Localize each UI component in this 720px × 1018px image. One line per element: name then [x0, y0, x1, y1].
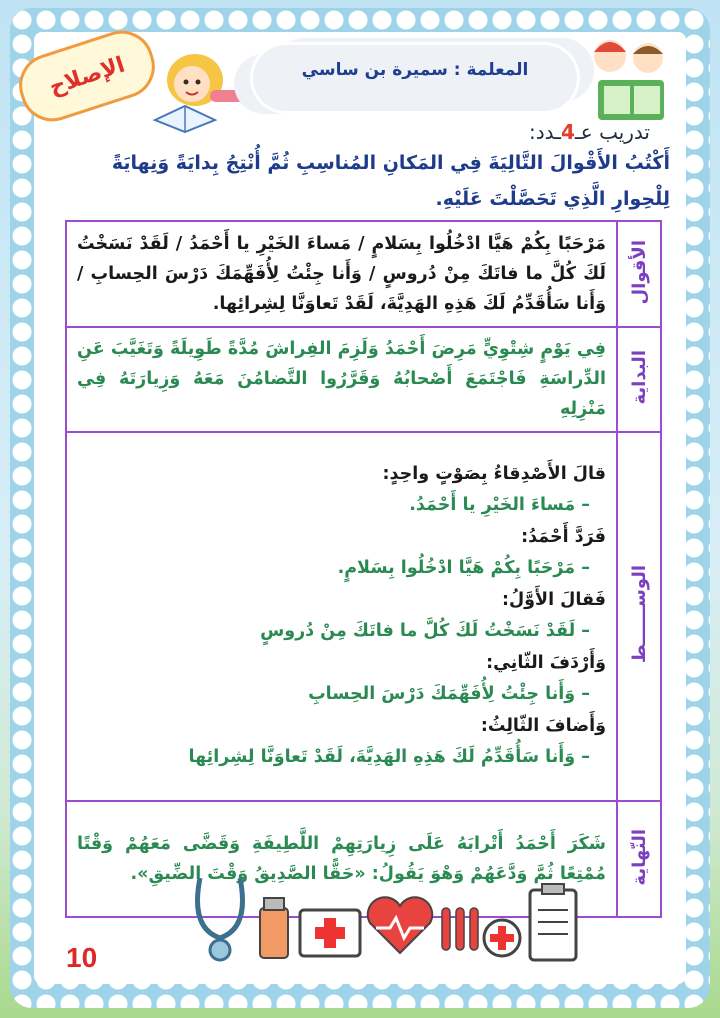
exercise-title-suffix: ـدد:	[528, 120, 561, 144]
statements-text: مَرْحَبًا بِكُمْ هَيَّا ادْخُلُوا بِسَلامٍ / مَساءَ الخَيْرِ يا أَحْمَدُ / لَقَدْ نَسَخْتُ لَكَ كُلَّ ما فاتَكَ مِنْ دُروسٍ / وَأَنا جِئْتُ لِأُفَهِّمَكَ دَرْسَ الحِسابِ / وَأَنا سَأُقَدِّمُ لَكَ هَذِهِ الهَدِيَّةَ، لَقَدْ تَعاوَنَّا لِشِرائِها.	[66, 221, 617, 327]
dialogue-speech: – وَأَنا جِئْتُ لِأُفَهِّمَكَ دَرْسَ الحِسابِ	[308, 684, 590, 705]
dialogue-narration: قالَ الأَصْدِقاءُ بِصَوْتٍ واحِدٍ:	[382, 463, 606, 484]
teacher-name: المعلمة : سميرة بن ساسي	[301, 60, 529, 80]
dialogue-narration: فَرَدَّ أَحْمَدُ:	[521, 526, 606, 547]
reading-girl-illustration	[140, 40, 260, 140]
first-aid-kit-icon	[300, 910, 360, 956]
dialogue-speech: – مَساءَ الخَيْرِ يا أَحْمَدُ.	[409, 495, 590, 516]
instruction-text: أَكْتُبُ الأَقْوالَ التَّالِيَةَ فِي المَكانِ المُناسِبِ ثُمَّ أُنْتِجُ بِدايَةً وَنِهايَةً لِلْحِوارِ الَّذِي تَحَصَّلْتَ عَلَيْهِ.	[111, 152, 670, 210]
exercise-number: 4	[561, 120, 575, 144]
row-label: الوســــــط	[628, 565, 650, 664]
dialogue-narration: فَقالَ الأَوَّلُ:	[502, 589, 606, 610]
dialogue-speech: – مَرْحَبًا بِكُمْ هَيَّا ادْخُلُوا بِسَلامٍ.	[337, 558, 590, 579]
exercise-title-prefix: تدريب عـ	[574, 120, 650, 144]
medical-cross-circle-icon	[484, 920, 520, 956]
dialogue-speech: – لَقَدْ نَسَخْتُ لَكَ كُلَّ ما فاتَكَ مِنْ دُروسٍ	[260, 621, 590, 642]
row-label-cell	[617, 327, 661, 431]
table-row	[66, 327, 661, 431]
ending-text: شَكَرَ أَحْمَدُ أَتْرابَهُ عَلَى زِيارَتِهِمْ اللَّطِيفَةِ وَقَضَّى مَعَهُمْ وَقْتًا مُمْتِعًا ثُمَّ وَدَّعَهُمْ وَهْوَ يَقُولُ: «حَقًّا الصَّدِيقُ وَقْتَ الضِّيقِ».	[66, 801, 617, 917]
row-label-cell	[617, 801, 661, 917]
heart-pulse-icon	[368, 897, 432, 953]
table-row	[66, 432, 661, 801]
row-label: البداية	[628, 350, 650, 405]
row-label: الأقوال	[628, 239, 650, 305]
dialogue-table	[65, 220, 662, 918]
exercise-title	[380, 120, 650, 144]
row-label-cell	[617, 221, 661, 327]
middle-dialogue	[66, 432, 617, 801]
correction-badge-label: الإصلاح	[46, 52, 128, 100]
dialogue-speech: – وَأَنا سَأُقَدِّمُ لَكَ هَذِهِ الهَدِيَّةَ، لَقَدْ تَعاوَنَّا لِشِرائِها	[188, 747, 590, 768]
stethoscope-icon	[198, 878, 243, 960]
dialogue-narration: وَأَرْدَفَ الثّانِي:	[486, 652, 606, 673]
reading-kids-illustration	[580, 28, 680, 124]
row-label: النّهاية	[628, 828, 650, 886]
medical-icons-illustration	[180, 868, 580, 968]
table-row	[66, 221, 661, 327]
beginning-text: فِي يَوْمٍ شِتْوِيٍّ مَرِضَ أَحْمَدُ وَلَزِمَ الفِراشَ مُدَّةً طَوِيلَةً وَتَغَيَّبَ عَنِ الدِّراسَةِ فَاجْتَمَعَ أَصْحابُهُ وَقَرَّرُوا التَّضامُنَ مَعَهُ وَزِيارَتَهُ فِي مَنْزِلِهِ	[66, 327, 617, 431]
page-number: 10	[66, 942, 98, 973]
clipboard-icon	[530, 884, 576, 960]
medicine-bottle-icon	[260, 898, 288, 958]
row-label-cell	[617, 432, 661, 801]
test-tubes-icon	[442, 908, 478, 950]
dialogue-narration: وَأَضافَ الثّالِثُ:	[480, 715, 606, 736]
